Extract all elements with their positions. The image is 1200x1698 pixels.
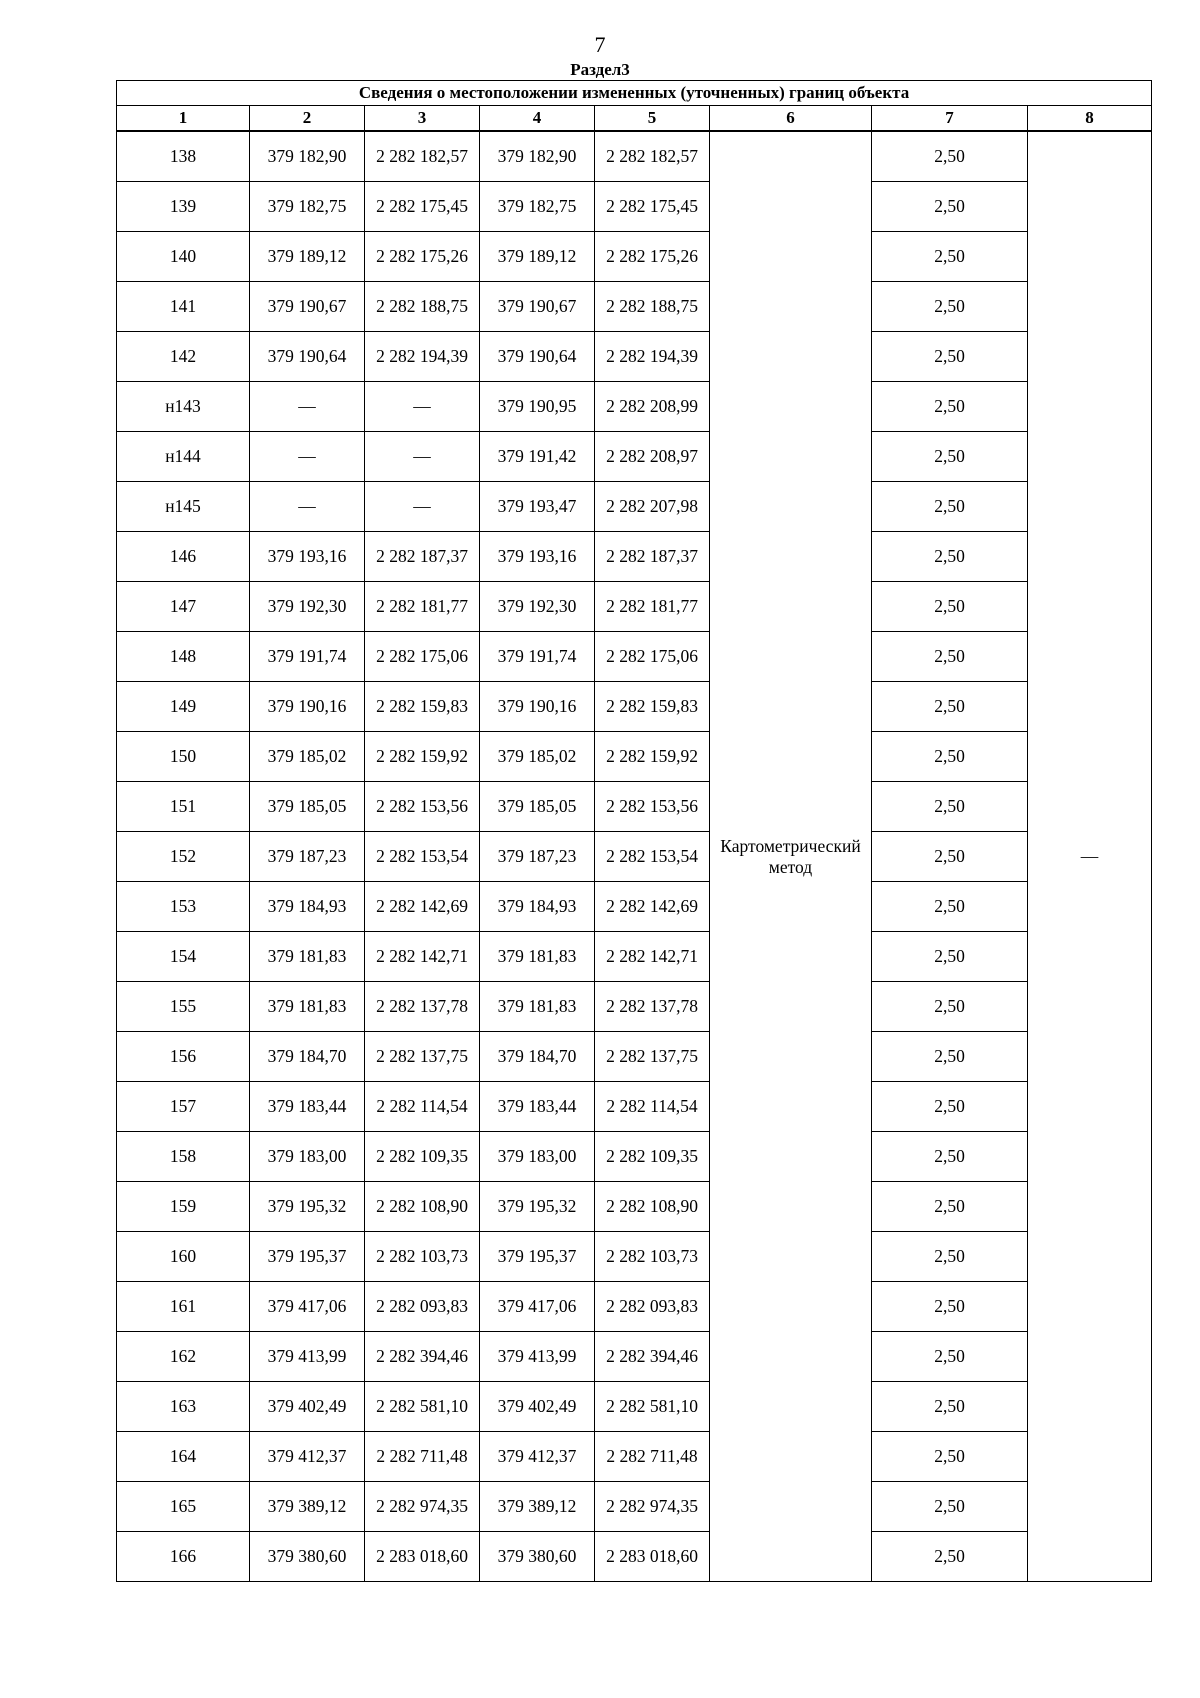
y-new-cell: 2 282 159,92: [595, 732, 710, 782]
point-number-cell: 138: [117, 131, 250, 182]
point-number-cell: 160: [117, 1232, 250, 1282]
y-old-cell: 2 282 187,37: [365, 532, 480, 582]
point-number-cell: 157: [117, 1082, 250, 1132]
x-old-cell: 379 380,60: [250, 1532, 365, 1582]
y-new-cell: 2 282 188,75: [595, 282, 710, 332]
x-old-cell: 379 190,67: [250, 282, 365, 332]
table-row: [117, 1082, 1152, 1132]
table-row: [117, 282, 1152, 332]
table-row: [117, 1382, 1152, 1432]
y-old-cell: 2 282 175,45: [365, 182, 480, 232]
accuracy-cell: 2,50: [872, 882, 1028, 932]
x-new-cell: 379 184,70: [480, 1032, 595, 1082]
table-row: [117, 1282, 1152, 1332]
accuracy-cell: 2,50: [872, 1432, 1028, 1482]
x-new-cell: 379 189,12: [480, 232, 595, 282]
table-row: [117, 182, 1152, 232]
accuracy-cell: 2,50: [872, 482, 1028, 532]
y-old-cell: 2 282 153,54: [365, 832, 480, 882]
x-new-cell: 379 193,16: [480, 532, 595, 582]
table-row: [117, 382, 1152, 432]
table-row: [117, 532, 1152, 582]
accuracy-cell: 2,50: [872, 1532, 1028, 1582]
x-new-cell: 379 185,02: [480, 732, 595, 782]
y-new-cell: 2 282 175,06: [595, 632, 710, 682]
table-row: [117, 482, 1152, 532]
accuracy-cell: 2,50: [872, 332, 1028, 382]
point-number-cell: 152: [117, 832, 250, 882]
accuracy-cell: 2,50: [872, 782, 1028, 832]
y-new-cell: 2 282 142,69: [595, 882, 710, 932]
x-new-cell: 379 412,37: [480, 1432, 595, 1482]
accuracy-cell: 2,50: [872, 982, 1028, 1032]
accuracy-cell: 2,50: [872, 1482, 1028, 1532]
y-new-cell: 2 282 159,83: [595, 682, 710, 732]
accuracy-cell: 2,50: [872, 832, 1028, 882]
x-new-cell: 379 190,67: [480, 282, 595, 332]
x-old-cell: 379 184,93: [250, 882, 365, 932]
accuracy-cell: 2,50: [872, 532, 1028, 582]
x-new-cell: 379 195,37: [480, 1232, 595, 1282]
x-new-cell: 379 185,05: [480, 782, 595, 832]
x-old-cell: 379 389,12: [250, 1482, 365, 1532]
x-old-cell: 379 402,49: [250, 1382, 365, 1432]
x-new-cell: 379 380,60: [480, 1532, 595, 1582]
x-new-cell: 379 190,95: [480, 382, 595, 432]
table-row: [117, 782, 1152, 832]
x-new-cell: 379 191,42: [480, 432, 595, 482]
column-number: 5: [595, 106, 710, 132]
column-number: 8: [1028, 106, 1152, 132]
point-number-cell: н144: [117, 432, 250, 482]
x-old-cell: 379 191,74: [250, 632, 365, 682]
x-old-cell: 379 182,75: [250, 182, 365, 232]
point-number-cell: 142: [117, 332, 250, 382]
accuracy-cell: 2,50: [872, 682, 1028, 732]
x-old-cell: 379 183,00: [250, 1132, 365, 1182]
point-number-cell: 139: [117, 182, 250, 232]
y-old-cell: 2 282 175,06: [365, 632, 480, 682]
table-row: [117, 632, 1152, 682]
point-number-cell: 146: [117, 532, 250, 582]
x-old-cell: 379 183,44: [250, 1082, 365, 1132]
table-row: [117, 232, 1152, 282]
table-row: [117, 682, 1152, 732]
point-number-cell: 148: [117, 632, 250, 682]
x-new-cell: 379 402,49: [480, 1382, 595, 1432]
y-old-cell: 2 282 114,54: [365, 1082, 480, 1132]
point-number-cell: 163: [117, 1382, 250, 1432]
table-row: [117, 1482, 1152, 1532]
x-old-cell: 379 412,37: [250, 1432, 365, 1482]
y-new-cell: 2 282 153,54: [595, 832, 710, 882]
method-cell: Картометрический метод: [710, 131, 872, 1582]
x-new-cell: 379 413,99: [480, 1332, 595, 1382]
x-old-cell: —: [250, 432, 365, 482]
table-body: [117, 131, 1152, 1582]
table-row: [117, 432, 1152, 482]
y-new-cell: 2 282 108,90: [595, 1182, 710, 1232]
y-old-cell: —: [365, 382, 480, 432]
accuracy-cell: 2,50: [872, 382, 1028, 432]
y-new-cell: 2 282 137,75: [595, 1032, 710, 1082]
column-number: 2: [250, 106, 365, 132]
y-old-cell: 2 282 137,78: [365, 982, 480, 1032]
x-old-cell: 379 417,06: [250, 1282, 365, 1332]
column-number: 6: [710, 106, 872, 132]
point-number-cell: 147: [117, 582, 250, 632]
x-new-cell: 379 417,06: [480, 1282, 595, 1332]
table-row: [117, 1432, 1152, 1482]
x-old-cell: 379 195,32: [250, 1182, 365, 1232]
accuracy-cell: 2,50: [872, 282, 1028, 332]
y-new-cell: 2 282 974,35: [595, 1482, 710, 1532]
x-old-cell: —: [250, 382, 365, 432]
y-new-cell: 2 282 175,45: [595, 182, 710, 232]
point-number-cell: 155: [117, 982, 250, 1032]
column-number: 7: [872, 106, 1028, 132]
x-new-cell: 379 192,30: [480, 582, 595, 632]
x-new-cell: 379 187,23: [480, 832, 595, 882]
table-row: [117, 1532, 1152, 1582]
x-new-cell: 379 184,93: [480, 882, 595, 932]
table-row: [117, 832, 1152, 882]
point-number-cell: 159: [117, 1182, 250, 1232]
y-new-cell: 2 282 187,37: [595, 532, 710, 582]
y-old-cell: 2 282 974,35: [365, 1482, 480, 1532]
y-new-cell: 2 282 109,35: [595, 1132, 710, 1182]
y-new-cell: 2 282 394,46: [595, 1332, 710, 1382]
accuracy-cell: 2,50: [872, 1282, 1028, 1332]
x-new-cell: 379 182,90: [480, 131, 595, 182]
table-row: [117, 1032, 1152, 1082]
y-old-cell: 2 282 394,46: [365, 1332, 480, 1382]
y-new-cell: 2 283 018,60: [595, 1532, 710, 1582]
y-old-cell: 2 282 188,75: [365, 282, 480, 332]
x-old-cell: 379 190,64: [250, 332, 365, 382]
point-number-cell: 164: [117, 1432, 250, 1482]
x-old-cell: —: [250, 482, 365, 532]
x-new-cell: 379 193,47: [480, 482, 595, 532]
y-old-cell: 2 282 142,71: [365, 932, 480, 982]
x-new-cell: 379 190,64: [480, 332, 595, 382]
table-row: [117, 1332, 1152, 1382]
x-new-cell: 379 389,12: [480, 1482, 595, 1532]
table-row: [117, 332, 1152, 382]
x-new-cell: 379 181,83: [480, 932, 595, 982]
point-number-cell: н145: [117, 482, 250, 532]
y-old-cell: 2 282 181,77: [365, 582, 480, 632]
table-row: [117, 131, 1152, 182]
x-old-cell: 379 192,30: [250, 582, 365, 632]
accuracy-cell: 2,50: [872, 432, 1028, 482]
accuracy-cell: 2,50: [872, 932, 1028, 982]
accuracy-cell: 2,50: [872, 1082, 1028, 1132]
y-old-cell: 2 282 153,56: [365, 782, 480, 832]
y-old-cell: 2 283 018,60: [365, 1532, 480, 1582]
point-number-cell: 166: [117, 1532, 250, 1582]
x-new-cell: 379 183,00: [480, 1132, 595, 1182]
accuracy-cell: 2,50: [872, 1332, 1028, 1382]
section-title: Раздел3: [570, 60, 630, 79]
table-row: [117, 932, 1152, 982]
y-new-cell: 2 282 207,98: [595, 482, 710, 532]
y-old-cell: 2 282 142,69: [365, 882, 480, 932]
y-old-cell: 2 282 159,83: [365, 682, 480, 732]
y-old-cell: 2 282 109,35: [365, 1132, 480, 1182]
y-new-cell: 2 282 181,77: [595, 582, 710, 632]
accuracy-cell: 2,50: [872, 1032, 1028, 1082]
y-old-cell: 2 282 137,75: [365, 1032, 480, 1082]
point-number-cell: 149: [117, 682, 250, 732]
y-old-cell: 2 282 159,92: [365, 732, 480, 782]
x-old-cell: 379 181,83: [250, 982, 365, 1032]
point-number-cell: 151: [117, 782, 250, 832]
table-row: [117, 732, 1152, 782]
x-old-cell: 379 182,90: [250, 131, 365, 182]
point-number-cell: 156: [117, 1032, 250, 1082]
y-old-cell: 2 282 581,10: [365, 1382, 480, 1432]
accuracy-cell: 2,50: [872, 1132, 1028, 1182]
x-old-cell: 379 184,70: [250, 1032, 365, 1082]
table-caption-row: [117, 81, 1152, 106]
y-old-cell: —: [365, 482, 480, 532]
x-old-cell: 379 187,23: [250, 832, 365, 882]
column-number: 1: [117, 106, 250, 132]
point-number-cell: 161: [117, 1282, 250, 1332]
x-new-cell: 379 195,32: [480, 1182, 595, 1232]
accuracy-cell: 2,50: [872, 182, 1028, 232]
y-old-cell: 2 282 093,83: [365, 1282, 480, 1332]
x-old-cell: 379 189,12: [250, 232, 365, 282]
y-new-cell: 2 282 208,97: [595, 432, 710, 482]
x-new-cell: 379 181,83: [480, 982, 595, 1032]
y-new-cell: 2 282 137,78: [595, 982, 710, 1032]
x-old-cell: 379 195,37: [250, 1232, 365, 1282]
column-number: 3: [365, 106, 480, 132]
point-number-cell: 154: [117, 932, 250, 982]
column-number-row: [117, 106, 1152, 132]
point-number-cell: 141: [117, 282, 250, 332]
table-row: [117, 882, 1152, 932]
y-old-cell: 2 282 711,48: [365, 1432, 480, 1482]
point-number-cell: н143: [117, 382, 250, 432]
y-new-cell: 2 282 581,10: [595, 1382, 710, 1432]
accuracy-cell: 2,50: [872, 732, 1028, 782]
accuracy-cell: 2,50: [872, 1182, 1028, 1232]
column-number: 4: [480, 106, 595, 132]
y-new-cell: 2 282 175,26: [595, 232, 710, 282]
table-row: [117, 982, 1152, 1032]
x-old-cell: 379 185,05: [250, 782, 365, 832]
table-row: [117, 1232, 1152, 1282]
y-old-cell: 2 282 103,73: [365, 1232, 480, 1282]
x-new-cell: 379 190,16: [480, 682, 595, 732]
y-new-cell: 2 282 182,57: [595, 131, 710, 182]
x-old-cell: 379 181,83: [250, 932, 365, 982]
x-new-cell: 379 191,74: [480, 632, 595, 682]
table-row: [117, 1182, 1152, 1232]
y-new-cell: 2 282 711,48: [595, 1432, 710, 1482]
x-old-cell: 379 190,16: [250, 682, 365, 732]
y-new-cell: 2 282 142,71: [595, 932, 710, 982]
y-new-cell: 2 282 103,73: [595, 1232, 710, 1282]
accuracy-cell: 2,50: [872, 582, 1028, 632]
x-old-cell: 379 185,02: [250, 732, 365, 782]
point-number-cell: 162: [117, 1332, 250, 1382]
x-old-cell: 379 413,99: [250, 1332, 365, 1382]
point-number-cell: 140: [117, 232, 250, 282]
y-new-cell: 2 282 208,99: [595, 382, 710, 432]
y-old-cell: —: [365, 432, 480, 482]
x-old-cell: 379 193,16: [250, 532, 365, 582]
y-new-cell: 2 282 093,83: [595, 1282, 710, 1332]
accuracy-cell: 2,50: [872, 632, 1028, 682]
accuracy-cell: 2,50: [872, 131, 1028, 182]
point-number-cell: 150: [117, 732, 250, 782]
y-new-cell: 2 282 114,54: [595, 1082, 710, 1132]
y-old-cell: 2 282 108,90: [365, 1182, 480, 1232]
column-8-cell: —: [1028, 131, 1152, 1582]
y-old-cell: 2 282 182,57: [365, 131, 480, 182]
table-row: [117, 1132, 1152, 1182]
table-row: [117, 582, 1152, 632]
point-number-cell: 153: [117, 882, 250, 932]
accuracy-cell: 2,50: [872, 1232, 1028, 1282]
accuracy-cell: 2,50: [872, 232, 1028, 282]
y-old-cell: 2 282 175,26: [365, 232, 480, 282]
y-new-cell: 2 282 194,39: [595, 332, 710, 382]
boundary-coordinates-table: [116, 80, 1152, 1582]
accuracy-cell: 2,50: [872, 1382, 1028, 1432]
y-old-cell: 2 282 194,39: [365, 332, 480, 382]
point-number-cell: 158: [117, 1132, 250, 1182]
table-caption: Сведения о местоположении измененных (уточненных) границ объекта: [117, 81, 1152, 106]
point-number-cell: 165: [117, 1482, 250, 1532]
x-new-cell: 379 183,44: [480, 1082, 595, 1132]
page-number: 7: [594, 32, 606, 57]
x-new-cell: 379 182,75: [480, 182, 595, 232]
y-new-cell: 2 282 153,56: [595, 782, 710, 832]
